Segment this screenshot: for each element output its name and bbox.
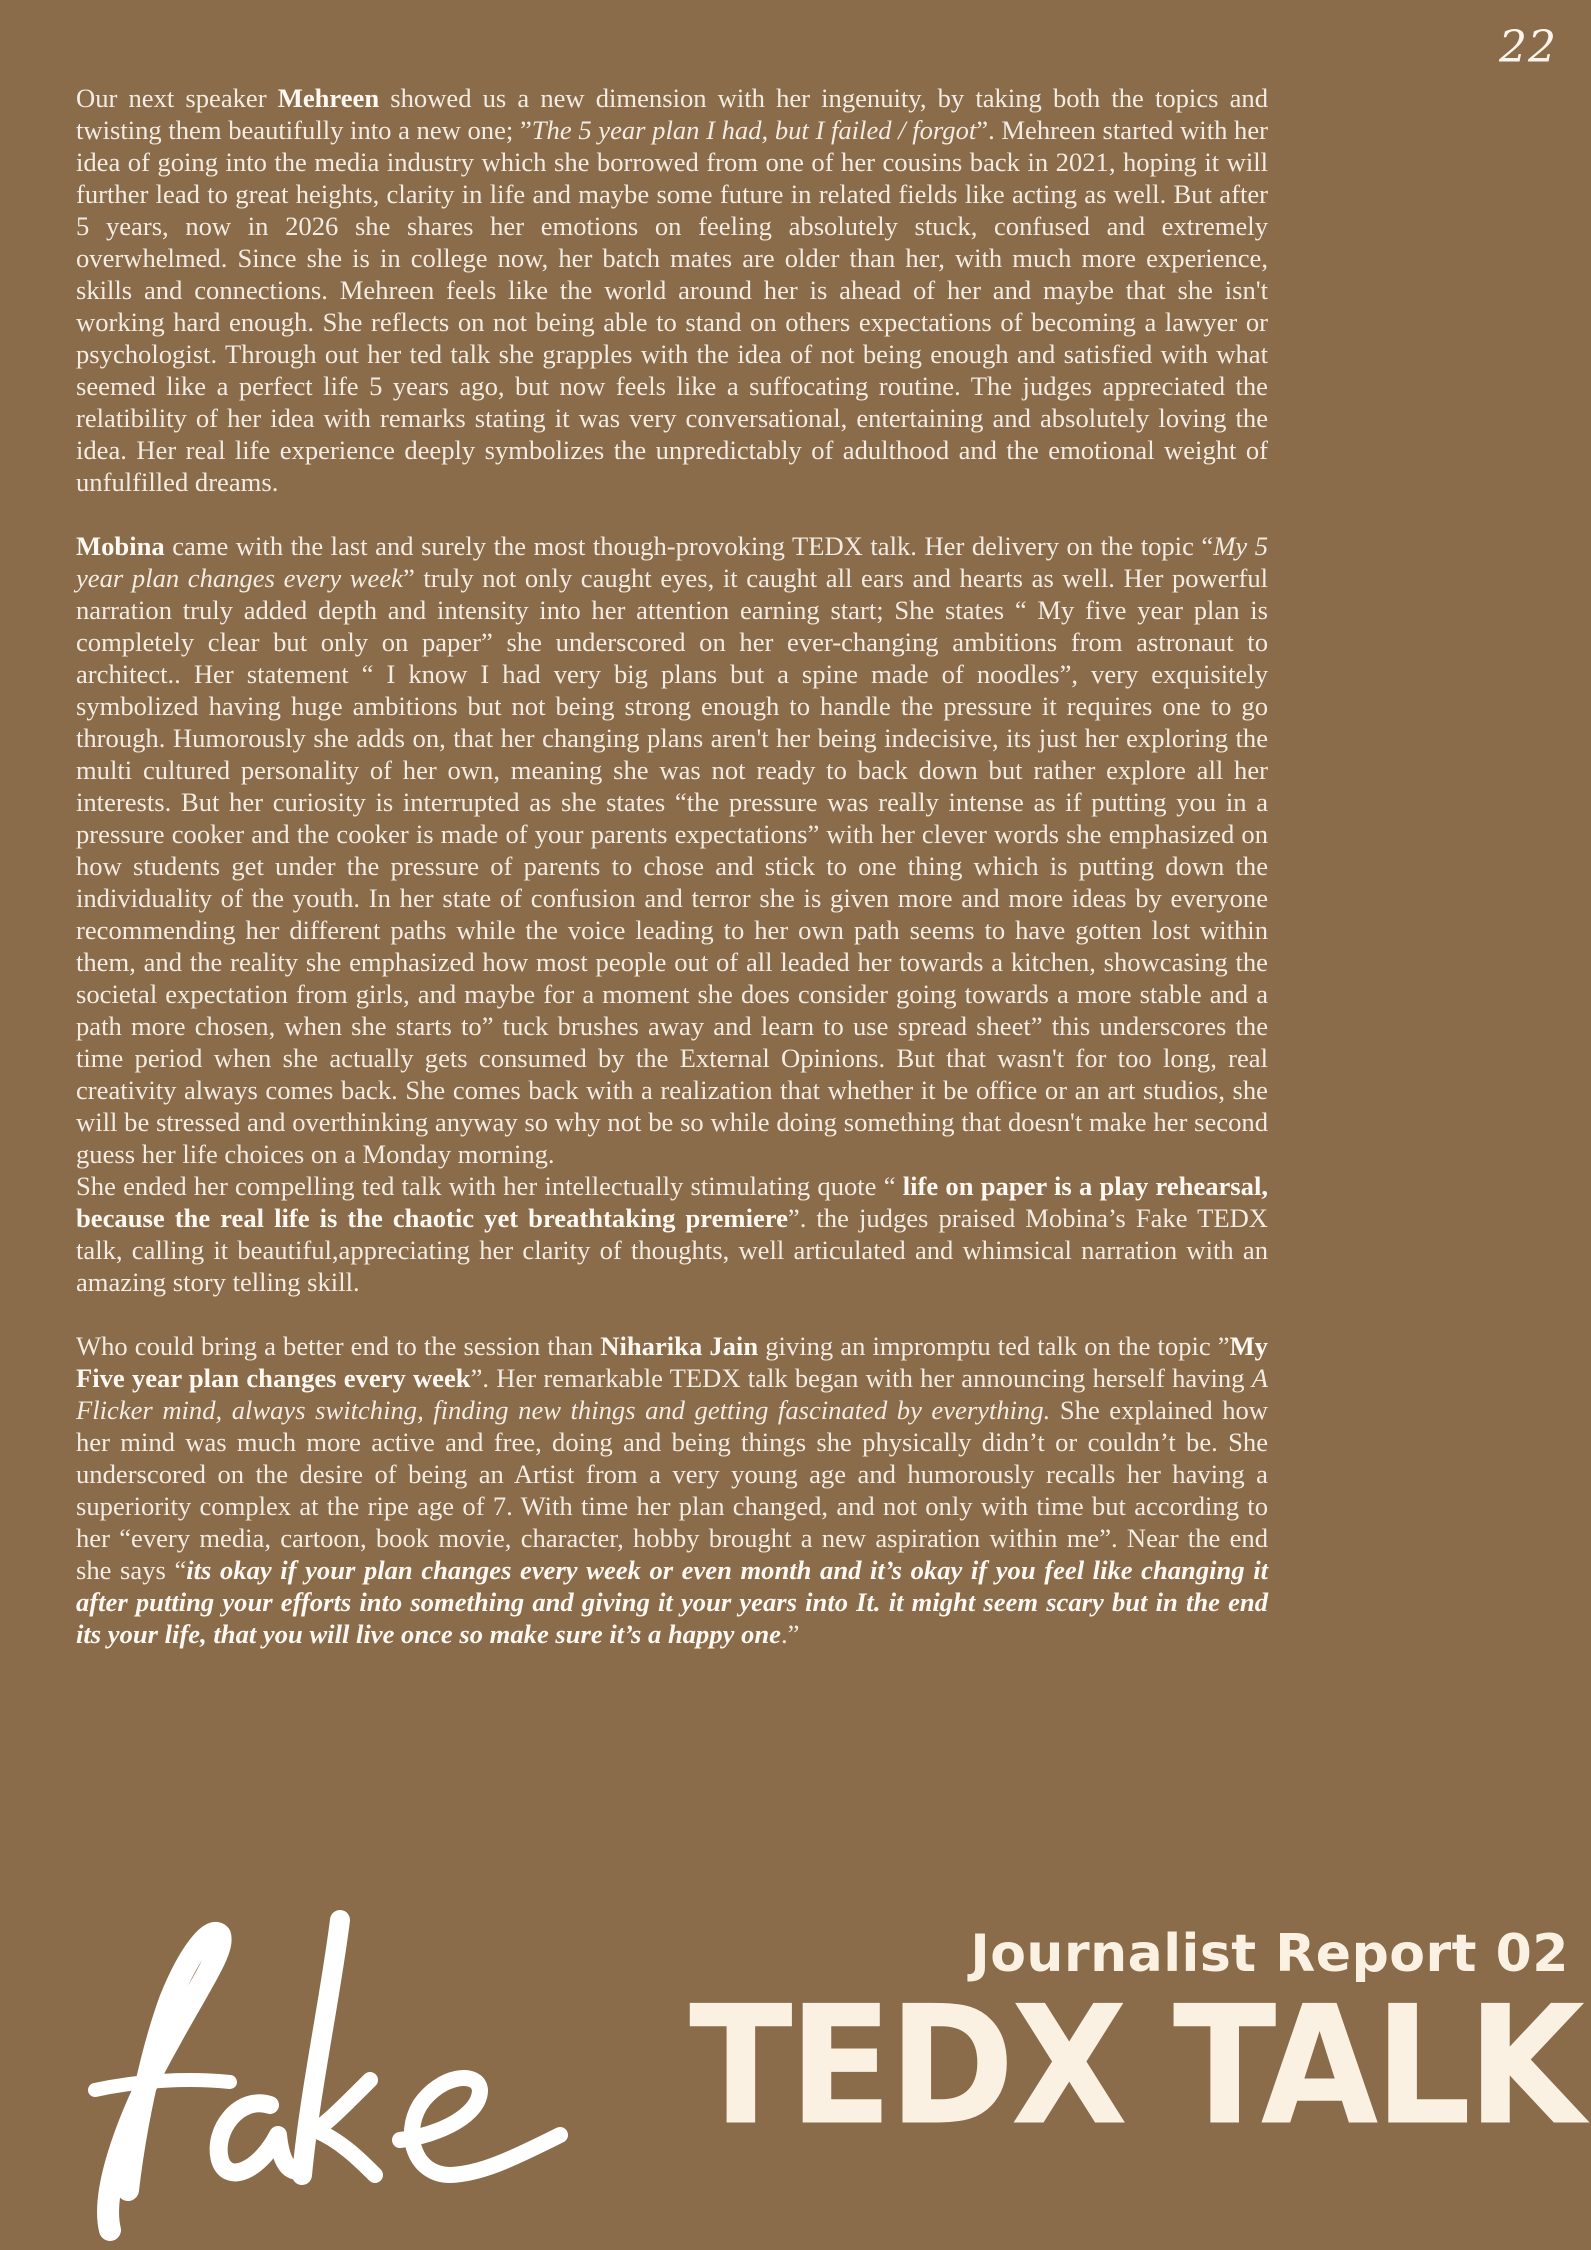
text-segment: ”. Mehreen started with her idea of going into the media industry which she borrowed from one of her cousins back in 2021, hoping it will further lead to great heights, clarity in life and maybe some future in related fields like acting as well. But after 5 years, now in 2026 she shares her emotions on feeling absolutely stuck, confused and extremely overwhelmed. Since she is in college now, her batch mates are older than her, with much more experience, skills and connections. Mehreen feels like the world around her is ahead of her and maybe that she isn't working hard enough. She reflects on not being able to stand on others expectations of becoming a lawyer or psychologist. Through out her ted talk she grapples with the idea of not being enough and satisfied with what seemed like a perfect life 5 years ago, but now feels like a suffocating routine. The judges appreciated the relatibility of her idea with remarks stating it was very conversational, entertaining and absolutely loving the idea. Her real life experience deeply symbolizes the unpredictably of adulthood and the emotional weight of unfulfilled dreams.: [76, 115, 1268, 497]
masthead: [0, 1890, 1591, 2250]
report-label: Journalist Report 02: [970, 1924, 1569, 1984]
text-segment: ” truly not only caught eyes, it caught all ears and hearts as well. Her powerful narration truly added depth and intensity into her attention earning start; She states “ My five year plan is completely clear but only on paper” she underscored on her ever-changing ambitions from astronaut to architect.. Her statement “ I know I had very big plans but a spine made of noodles”, very exquisitely symbolized having huge ambitions but not being strong enough to handle the pressure it requires one to go through. Humorously she adds on, that her changing plans aren't her being indecisive, its just her exploring the multi cultured personality of her own, meaning she was not ready to back down but rather explore all her interests. But her curiosity is interrupted as she states “the pressure was really intense as if putting you in a pressure cooker and the cooker is made of your parents expectations” with her clever words she emphasized on how students get under the pressure of parents to chose and stick to one thing which is putting down the individuality of the youth. In her state of confusion and terror she is given more and more ideas by everyone recommending her different paths while the voice leading to her own path seems to have gotten lost within them, and the reality she emphasized how most people out of all leaded her towards a kitchen, showcasing the societal expectation from girls, and maybe for a moment she does consider going towards a more stable and a path more chosen, when she starts to” tuck brushes away and learn to use spread sheet” this underscores the time period when she actually gets consumed by the External Opinions. But that wasn't for too long, real creativity always comes back. She comes back with a realization that whether it be office or an art studios, she will be stressed and overthinking anyway so why not be so while doing something that doesn't make her second guess her life choices on a Monday morning.: [76, 563, 1269, 1169]
text-segment: Mobina: [76, 531, 165, 561]
masthead-title: TEDX TALK: [689, 1970, 1581, 2162]
article-paragraph: [76, 82, 1268, 498]
text-segment: My Five year plan changes every week: [76, 1331, 1268, 1393]
text-segment: My 5 year plan changes every week: [76, 531, 1269, 593]
text-segment: life on paper is a play rehearsal, because the real life is the chaotic yet breathtaking premiere: [76, 1171, 1268, 1233]
text-segment: Mehreen: [277, 83, 380, 113]
text-segment: giving an impromptu ted talk on the topic ”: [758, 1331, 1230, 1361]
text-segment: .”: [780, 1619, 800, 1649]
text-segment: ”. Her remarkable TEDX talk began with her announcing herself having: [470, 1363, 1252, 1393]
text-segment: A Flicker mind, always switching, finding new things and getting fascinated by everything.: [76, 1363, 1268, 1425]
text-segment: ”. the judges praised Mobina’s Fake TEDX talk, calling it beautiful,appreciating her clarity of thoughts, well articulated and whimsical narration with an amazing story telling skill.: [76, 1203, 1269, 1297]
article-paragraph: [76, 530, 1268, 1170]
text-segment: Our next speaker: [76, 83, 278, 113]
text-segment: Who could bring a better end to the session than: [76, 1331, 601, 1361]
page-number: 22: [1499, 22, 1557, 73]
text-segment: Niharika Jain: [600, 1331, 759, 1361]
article-body: [76, 82, 1268, 1650]
text-segment: came with the last and surely the most though-provoking TEDX talk. Her delivery on the topic “: [164, 531, 1214, 561]
text-segment: She ended her compelling ted talk with her intellectually stimulating quote “: [76, 1171, 903, 1201]
text-segment: showed us a new dimension with her ingenuity, by taking both the topics and twisting them beautifully into a new one; ”: [76, 83, 1268, 145]
text-segment: The 5 year plan I had, but I failed / forgot: [531, 115, 977, 145]
article-paragraph: [76, 1170, 1268, 1298]
text-segment: its okay if your plan changes every week or even month and it’s okay if you feel like changing it after putting your efforts into something and giving it your years into It. it might seem scary but in the end its your life, that you will live once so make sure it’s a happy one: [76, 1555, 1268, 1649]
text-segment: She explained how her mind was much more active and free, doing and being things she physically didn’t or couldn’t be. She underscored on the desire of being an Artist from a very young age and humorously recalls her having a superiority complex at the ripe age of 7. With time her plan changed, and not only with time but according to her “every media, cartoon, book movie, character, hobby brought a new aspiration within me”. Near the end she says “: [76, 1395, 1269, 1585]
fake-script-logo: [40, 1890, 620, 2250]
article-paragraph: [76, 1330, 1268, 1650]
